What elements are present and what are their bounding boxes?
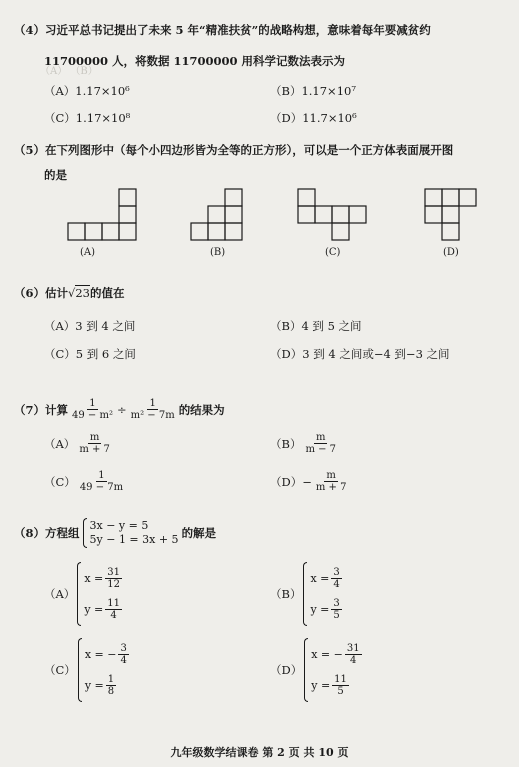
q8-system: 3x − y = 5 5y − 1 = 3x + 5 [83, 518, 179, 548]
brace-icon [78, 638, 82, 702]
q4-option-a: （A）1.17×10⁶ [44, 84, 130, 98]
q5-stem-line2: 的是 [44, 168, 67, 182]
net-b-label: (B) [210, 247, 226, 258]
q6-radicand: 23 [75, 286, 90, 300]
q8-option-a: （A） x = $\frac{31}{12}$ y = $\frac{11}{4}$ [44, 562, 124, 626]
q8-option-d: （D） x = − $\frac{31}{4}$ y = $\frac{11}{5}$ [270, 638, 364, 702]
q7-fraction-2: $\frac{1}{\text{m² − 7m}}$ [130, 398, 175, 421]
brace-icon [83, 518, 87, 548]
q6-option-d: （D）3 到 4 之间或−4 到−3 之间 [270, 347, 450, 361]
q8-stem: （8）方程组 3x − y = 5 5y − 1 = 3x + 5 的解是 [14, 519, 217, 546]
net-d [425, 189, 476, 240]
q7-fraction-1: $\frac{1}{\text{49 − m²}}$ [72, 398, 113, 421]
net-d-label: (D) [443, 247, 459, 258]
q4-option-d: （D）11.7×10⁶ [270, 111, 357, 125]
q4-option-c: （C）1.17×10⁸ [44, 111, 131, 125]
brace-icon [303, 562, 307, 626]
page-footer: 九年级数学结课卷 第 2 页 共 10 页 [170, 746, 349, 759]
brace-icon [304, 638, 308, 702]
q7-option-a: （A） $\frac{m}{m + 7}$ [44, 432, 110, 455]
q7-option-c: （C） $\frac{1}{49 - 7m}$ [44, 470, 124, 493]
net-a-label: (A) [80, 247, 96, 258]
q6-option-c: （C）5 到 6 之间 [44, 347, 136, 361]
q6-option-a: （A）3 到 4 之间 [44, 319, 136, 333]
q5-stem-line1: （5）在下列图形中（每个小四边形皆为全等的正方形），可以是一个正方体表面展开图 [14, 143, 454, 157]
q8-option-b: （B） x = $\frac{3}{4}$ y = $\frac{3}{5}$ [270, 562, 344, 626]
bleed-through: （A） （B） [40, 66, 98, 77]
q8-option-c: （C） x = − $\frac{3}{4}$ y = $\frac{1}{8}$ [44, 638, 131, 702]
net-c [298, 189, 366, 240]
q4-stem-line1: （4）习近平总书记提出了未来 5 年“精准扶贫”的战略构想，意味着每年要减贫约 [14, 23, 431, 37]
net-c-label: (C) [325, 247, 341, 258]
q5-net-figures [0, 180, 519, 260]
q7-stem: （7）计算 $\frac{1}{\text{49 − m²}}$ ÷ $\frac{1}{\text{m² − 7m}}$ 的结果为 [14, 398, 225, 421]
q4-stem-line2: 11700000 人，将数据 11700000 用科学记数法表示为 [44, 54, 346, 68]
net-a [68, 189, 136, 240]
q7-option-d: （D） − $\frac{m}{m + 7}$ [270, 470, 347, 493]
q4-option-b: （B）1.17×10⁷ [270, 84, 356, 98]
q6-stem: （6）估计√23的值在 [14, 286, 125, 300]
q7-option-b: （B） $\frac{m}{m - 7}$ [270, 432, 337, 455]
net-b [191, 189, 242, 240]
sqrt-symbol: √ [68, 286, 76, 300]
q6-option-b: （B）4 到 5 之间 [270, 319, 362, 333]
brace-icon [77, 562, 81, 626]
